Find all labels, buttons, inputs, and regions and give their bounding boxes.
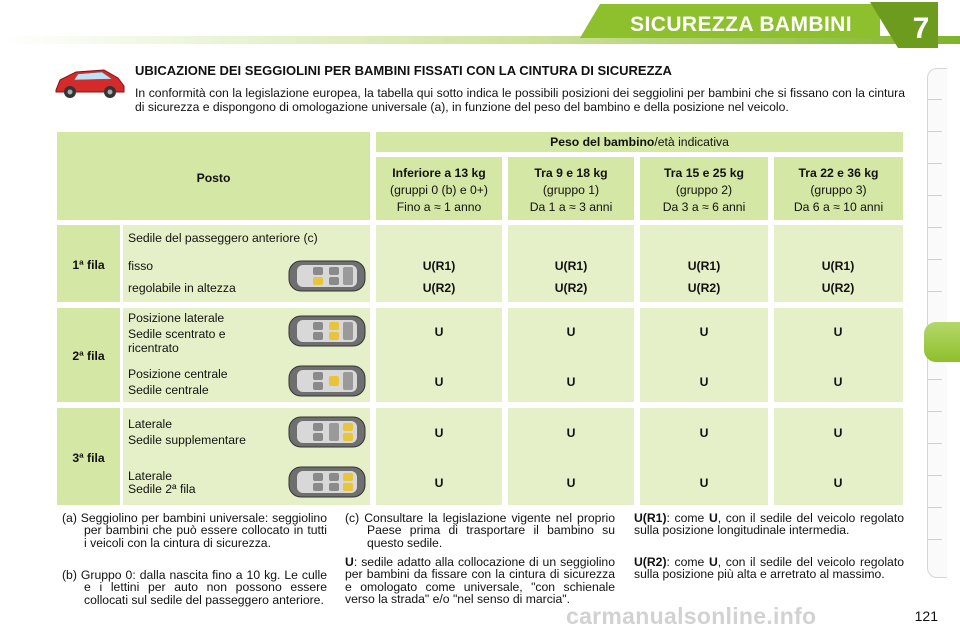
footnote-a: (a) Seggiolino per bambini universale: seggiolino per bambini che può essere collocato in tutti i veicoli con la cintura di sicurezza. (62, 511, 327, 550)
active-chapter-tab[interactable] (924, 322, 960, 362)
column-age: Fino a ≈ 1 anno (396, 200, 482, 214)
footnote-u-key: U (345, 555, 354, 569)
value: U(R2) (821, 281, 855, 295)
posto-header-label: Posto (196, 171, 231, 185)
column-group: (gruppo 1) (542, 183, 600, 197)
footnote-r1-u: U (708, 511, 718, 525)
row-label: 1ª fila (72, 258, 105, 272)
value: U (434, 375, 444, 389)
page-number: 121 (914, 608, 938, 624)
seat-diagram-icon (287, 363, 367, 399)
seat-diagram-icon (287, 414, 367, 450)
tab-tick (928, 131, 942, 132)
column-age: Da 1 a ≈ 3 anni (529, 200, 613, 214)
seat-text: Laterale (128, 417, 173, 431)
footnote-c: (c) Consultare la legislazione vigente nel proprio Paese prima di trasportare il bambino su questo sedile. (345, 511, 615, 550)
column-title: Inferiore a 13 kg (392, 166, 486, 180)
value: U (833, 375, 843, 389)
value: U (833, 476, 843, 490)
seat-text: regolabile in altezza (128, 281, 236, 295)
column-age: Da 6 a ≈ 10 anni (793, 200, 884, 214)
section-title: UBICAZIONE DEI SEGGIOLINI PER BAMBINI FISSATI CON LA CINTURA DI SICUREZZA (135, 63, 672, 78)
column-header (640, 165, 768, 216)
value: U (566, 476, 576, 490)
tab-tick (928, 195, 942, 196)
tab-tick (928, 227, 942, 228)
footnote-b: (b) Gruppo 0: dalla nascita fino a 10 kg. Le culle e i lettini per auto non possono essere collocati sul sedile del passeggero anteriore. (62, 568, 327, 607)
tab-tick (928, 507, 942, 508)
tab-tick (928, 163, 942, 164)
seat-text: Sedile 2ª fila (128, 482, 196, 496)
tab-tick (928, 291, 942, 292)
value: U (833, 325, 843, 339)
footnote-r2-mid: : come (666, 555, 709, 569)
seat-title: Sedile del passeggero anteriore (c) (128, 231, 318, 245)
value: U(R2) (422, 281, 456, 295)
value: U (566, 325, 576, 339)
value: U(R1) (422, 259, 456, 273)
footnote-r2 (634, 556, 904, 581)
value: U(R1) (554, 259, 588, 273)
watermark: carmanualsonline.info (566, 603, 817, 629)
value: U (434, 325, 444, 339)
seat-diagram-icon (287, 258, 367, 294)
value: U (566, 426, 576, 440)
tab-tick (928, 475, 942, 476)
tab-tick (928, 99, 942, 100)
seat-text: Sedile supplementare (128, 433, 246, 447)
column-age: Da 3 a ≈ 6 anni (662, 200, 746, 214)
seat-diagram-icon (287, 313, 367, 349)
footnote-r2-key: U(R2) (634, 555, 667, 569)
footnote-u (345, 556, 615, 606)
column-header (774, 165, 903, 216)
seat-diagram-icon (287, 464, 367, 500)
value: U(R2) (687, 281, 721, 295)
column-title: Tra 9 e 18 kg (534, 166, 608, 180)
tab-tick (928, 379, 942, 380)
value: U (699, 325, 709, 339)
column-group: (gruppo 2) (675, 183, 733, 197)
seat-text: Sedile centrale (128, 383, 209, 397)
value-cell (640, 408, 768, 505)
tab-tick (928, 411, 942, 412)
value: U (434, 476, 444, 490)
seat-text: Laterale (128, 469, 173, 483)
weight-header-bold: Peso del bambino (550, 135, 655, 149)
row-label: 3ª fila (72, 451, 105, 465)
tab-tick (928, 539, 942, 540)
value-cell (376, 408, 502, 505)
tab-tick (928, 443, 942, 444)
footnote-r1-mid: : come (666, 511, 709, 525)
seat-text: fisso (128, 259, 154, 273)
chapter-number: 7 (912, 12, 930, 45)
column-header (508, 165, 634, 216)
value: U (699, 375, 709, 389)
weight-header (376, 134, 903, 151)
footnote-r1 (634, 512, 904, 537)
value: U (833, 426, 843, 440)
value: U (566, 375, 576, 389)
car-icon (52, 62, 128, 102)
value: U(R1) (687, 259, 721, 273)
column-group: (gruppi 0 (b) e 0+) (390, 183, 488, 197)
value: U(R1) (821, 259, 855, 273)
footnote-r1-key: U(R1) (634, 511, 667, 525)
intro-paragraph: In conformità con la legislazione europea, la tabella qui sotto indica le possibili posizioni dei seggiolini per bambini che si fissano con la cintura di sicurezza e dispongono di omologazione universale (a), in funzione del peso del bambino e della posizione nel veicolo. (135, 86, 905, 114)
footnote-r2-text: , con il sedile del veicolo regolato sulla posizione più alta e arretrato al massimo. (634, 555, 904, 582)
seat-text: Sedile scentrato e ricentrato (128, 327, 226, 355)
value-cell (774, 408, 903, 505)
column-title: Tra 22 e 36 kg (798, 166, 879, 180)
header-band (0, 0, 960, 50)
weight-header-rest: /età indicativa (654, 135, 729, 149)
column-title: Tra 15 e 25 kg (664, 166, 744, 180)
value: U (434, 426, 444, 440)
value: U (699, 476, 709, 490)
value-cell (508, 408, 634, 505)
value: U (699, 426, 709, 440)
value: U(R2) (554, 281, 588, 295)
seat-text: Posizione centrale (128, 367, 228, 381)
header-title: SICUREZZA BAMBINI (630, 13, 852, 36)
footnote-u-text: : sedile adatto alla collocazione di un seggiolino per bambini da fissare con la cintura di sicurezza e omologato come universale, "con schienale verso la strada" e/o "nel senso di marcia". (345, 555, 615, 607)
column-group: (gruppo 3) (810, 183, 867, 197)
tab-tick (928, 259, 942, 260)
footnote-r1-text: , con il sedile del veicolo regolato sulla posizione longitudinale intermedia. (634, 511, 904, 538)
column-header (376, 165, 502, 216)
footnote-r2-u: U (708, 555, 718, 569)
row-label: 2ª fila (72, 349, 105, 363)
seat-text: Posizione laterale (128, 311, 225, 325)
